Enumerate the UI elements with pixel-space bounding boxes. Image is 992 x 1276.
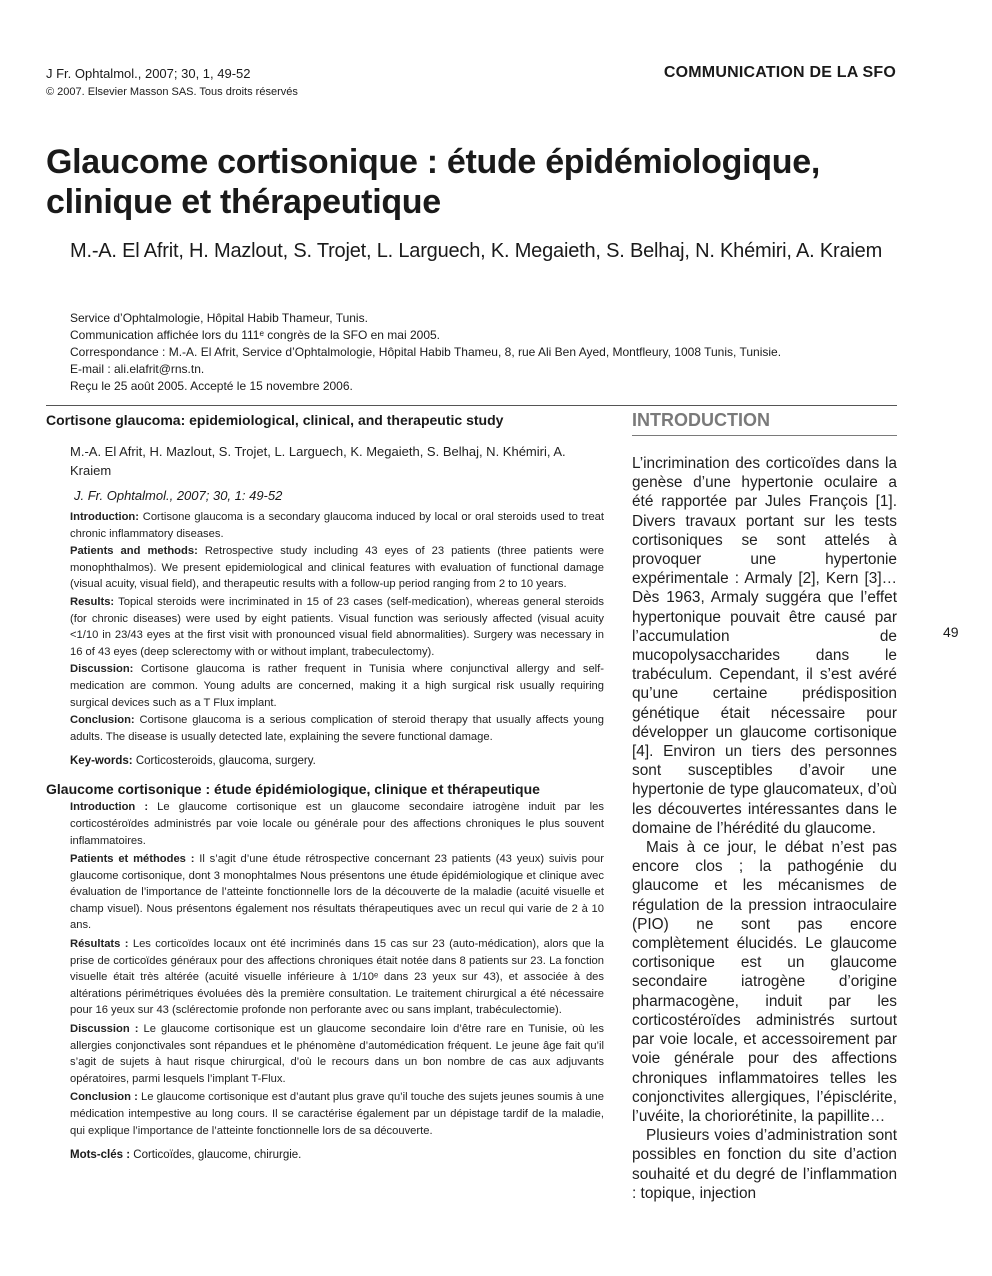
- conference-note: Communication affichée lors du 111ᵉ congrès de la SFO en mai 2005.: [70, 328, 440, 342]
- introduction-column: [632, 410, 897, 1203]
- section-label: Résultats :: [70, 938, 129, 951]
- section-label: Discussion:: [70, 663, 134, 676]
- abstract-section: [70, 799, 604, 849]
- affiliation-line: Service d’Ophtalmologie, Hôpital Habib Thameur, Tunis.: [70, 311, 368, 325]
- section-text: Cortisone glaucoma is rather frequent in Tunisia where conjunctival allergy and self-medication are common. Young adults are concerned, making it a high surgical risk usually requiring surgical devices such as a T Flux implant.: [70, 663, 604, 709]
- abstract-section: [70, 543, 604, 593]
- copyright-notice: © 2007. Elsevier Masson SAS. Tous droits réservés: [46, 86, 298, 98]
- section-text: Topical steroids were incriminated in 15 of 23 cases (self-medication), whereas general steroids (for chronic diseases) were used by eight patients. Visual function was seriously affected (visual acuity <1/10 in 23/43 eyes at the first visit with pronounced visual field abnormalities). Surgery was necessary in 16 of 43 eyes (deep sclerectomy with or without implant, trabeculectomy).: [70, 595, 604, 658]
- french-keywords: [70, 1149, 604, 1161]
- body-paragraph: L’incrimination des corticoïdes dans la genèse d’une hypertonie oculaire a été rapportée par Jules François [1]. Divers travaux portant sur les tests cortisoniques se sont attelés à provoquer une hypertonie expérimentale : Armaly [2], Kern [3]… Dès 1963, Armaly suggéra que l’effet hypertonique pouvait être causé par l’accumulation de mucopolysaccharides dans le trabéculum. Cependant, il s’est avéré qu’une certaine prédisposition génétique était nécessaire pour développer un glaucome cortisonique [4]. Environ un tiers des personnes sont susceptibles d’avoir une hypertonie de type glaucomateux, d’où les découvertes intéressantes dans le domaine de l’hérédité du glaucome.: [632, 455, 897, 837]
- abstract-section: [70, 509, 604, 542]
- section-label: Discussion :: [70, 1023, 139, 1036]
- english-keywords: [70, 755, 604, 767]
- correspondence-line: Correspondance : M.-A. El Afrit, Service d’Ophtalmologie, Hôpital Habib Thameu, 8, rue Ali Ben Ayed, Montfleury, 1008 Tunis, Tunisie.: [70, 345, 782, 359]
- french-abstract-body: [70, 799, 604, 1139]
- abstract-section: [70, 661, 604, 711]
- section-label: Patients et méthodes :: [70, 853, 195, 866]
- section-text: Le glaucome cortisonique est d’autant plus grave qu’il touche des sujets jeunes soumis à une médication intempestive au long cours. Il se caractérise également par un dépistage tardif de la maladie, qui explique l’importance de l’atteinte fonctionnelle lors de sa découverte.: [70, 1091, 604, 1137]
- received-date-line: Reçu le 25 août 2005. Accepté le 15 novembre 2006.: [70, 379, 353, 393]
- introduction-body: [632, 454, 897, 1203]
- email-line: E-mail : ali.elafrit@rns.tn.: [70, 362, 205, 376]
- section-label: Results:: [70, 595, 115, 608]
- english-abstract-citation: J. Fr. Ophtalmol., 2007; 30, 1: 49-52: [74, 488, 283, 503]
- keywords-text: Corticosteroids, glaucoma, surgery.: [132, 755, 316, 768]
- journal-reference: J Fr. Ophtalmol., 2007; 30, 1, 49-52: [46, 66, 251, 81]
- keywords-label: Key-words:: [70, 755, 133, 768]
- affiliation-block: [70, 310, 781, 395]
- english-abstract-title: Cortisone glaucoma: epidemiological, clinical, and therapeutic study: [46, 412, 504, 428]
- keywords-text: Corticoïdes, glaucome, chirurgie.: [130, 1149, 302, 1162]
- section-label: Introduction :: [70, 801, 149, 814]
- section-label: Patients and methods:: [70, 545, 198, 558]
- author-list: M.-A. El Afrit, H. Mazlout, S. Trojet, L. Larguech, K. Megaieth, S. Belhaj, N. Khémiri, A. Kraiem: [70, 240, 883, 262]
- french-abstract-title: Glaucome cortisonique : étude épidémiologique, clinique et thérapeutique: [46, 781, 540, 798]
- abstract-section: [70, 1021, 604, 1087]
- body-paragraph: Mais à ce jour, le débat n’est pas encore clos ; la pathogénie du glaucome et les mécanismes de régulation de la pression intraoculaire (PIO) ne sont pas encore complètement élucidés. Le glaucome cortisonique est un glaucome secondaire iatrogène d’origine pharmacogène, induit par les corticostéroïdes administrés surtout par voie locale, et accessoirement par voie générale pour des affections chroniques inflammatoires telles les conjonctivites allergiques, l’épisclérite, l’uvéite, la choriorétinite, la papillite…: [632, 839, 897, 1125]
- section-text: Cortisone glaucoma is a serious complication of steroid therapy that usually affects young adults. The disease is usually detected late, explaining the severe functional damage.: [70, 714, 604, 743]
- section-text: Le glaucome cortisonique est un glaucome secondaire iatrogène induit par les corticostéroïdes administrés par voie locale ou générale pour des affections chroniques le plus souvent inflammatoires.: [70, 801, 604, 847]
- introduction-heading: INTRODUCTION: [632, 410, 897, 436]
- abstract-section: [70, 936, 604, 1019]
- section-text: Le glaucome cortisonique est un glaucome secondaire loin d’être rare en Tunisie, où les allergies conjonctivales sont répandues et le phénomène d’automédication fréquent. Le jeune âge fait qu’il s’agit de sujets à haut risque chirurgical, d’où le recours dans un bon nombre de cas aux adjuvants opératoires, parmi lesquels l’implant T-Flux.: [70, 1023, 605, 1085]
- english-abstract-authors: M.-A. El Afrit, H. Mazlout, S. Trojet, L. Larguech, K. Megaieth, S. Belhaj, N. Khémiri, A. Kraiem: [70, 444, 566, 478]
- section-label: Introduction:: [70, 511, 139, 523]
- abstract-column: [46, 412, 604, 1161]
- abstract-section: [70, 851, 604, 934]
- english-abstract-body: [70, 509, 604, 745]
- article-title: Glaucome cortisonique : étude épidémiologique, clinique et thérapeutique: [46, 143, 820, 221]
- body-paragraph: Plusieurs voies d’administration sont possibles en fonction du site d’action souhaité et du degré de l’inflammation : topique, injection: [632, 1127, 897, 1202]
- section-text: Les corticoïdes locaux ont été incriminés dans 15 cas sur 23 (auto-médication), alors que la prise de corticoïdes généraux pour des affections chroniques était notée dans 8 patients sur 23. La fonction visuelle était très altérée (acuité visuelle inférieure à 1/10ᵉ dans 23 yeux sur 43), et associée à des altérations périmétriques évoluées dès la première consultation. Le traitement chirurgical a été nécessaire pour 16 yeux sur 43 (sclérectomie profonde non perforante avec ou sans implant, trabéculectomie).: [70, 938, 604, 1017]
- section-label: Conclusion :: [70, 1091, 138, 1104]
- section-text: Retrospective study including 43 eyes of 23 patients (three patients were monophthalmos). We present epidemiological and clinical features with evaluation of functional damage (visual acuity, visual field), and therapeutic results with a follow-up period ranging from 2 to 10 years.: [70, 545, 604, 591]
- section-label: COMMUNICATION DE LA SFO: [663, 64, 896, 81]
- section-text: Il s’agit d’une étude rétrospective concernant 23 patients (43 yeux) suivis pour glaucome cortisonique, dont 3 monophtalmes Nous présentons une étude épidémiologique et clinique avec évaluation de l’importance de l’atteinte fonctionnelle lors de la découverte de la maladie (acuité visuelle et champ visuel). Nous présentons également nos résultats thérapeutiques avec un recul qui varie de 2 à 10 ans.: [70, 853, 605, 932]
- header-divider: [46, 405, 897, 406]
- abstract-section: [70, 712, 604, 745]
- abstract-section: [70, 1089, 604, 1139]
- section-text: Cortisone glaucoma is a secondary glaucoma induced by local or oral steroids used to treat chronic inflammatory diseases.: [70, 511, 604, 540]
- section-label: Conclusion:: [70, 714, 135, 727]
- abstract-section: [70, 594, 604, 660]
- page-number: 49: [943, 624, 959, 640]
- keywords-label: Mots-clés :: [70, 1149, 131, 1162]
